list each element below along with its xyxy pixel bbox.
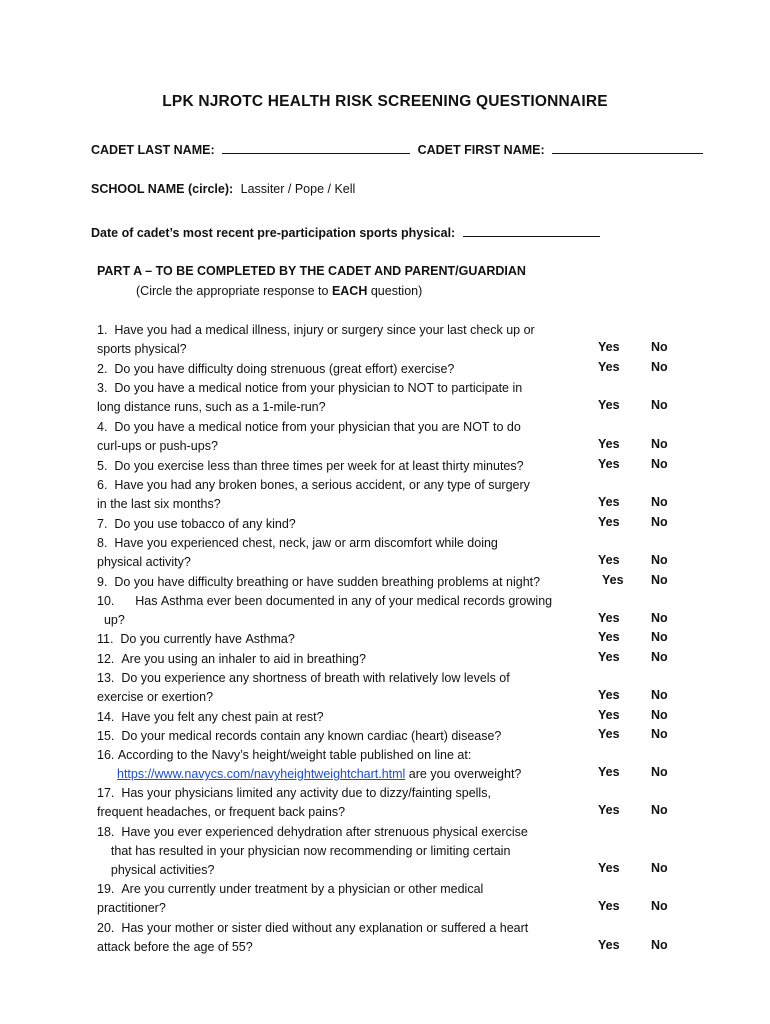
physical-date-row <box>91 224 600 240</box>
answer-yes[interactable]: Yes <box>598 727 620 741</box>
answer-no[interactable]: No <box>651 457 668 471</box>
question-item <box>97 360 454 379</box>
answer-no[interactable]: No <box>651 727 668 741</box>
question-text: 16. According to the Navy’s height/weight table published on line at: <box>97 748 472 762</box>
instruction-text: (Circle the appropriate response to <box>136 284 332 298</box>
answer-yes[interactable]: Yes <box>598 553 620 568</box>
question-text: 1. Have you had a medical illness, injury or surgery since your last check up or <box>97 323 535 337</box>
answer-no[interactable]: No <box>651 803 668 818</box>
question-item <box>97 823 528 881</box>
question-text: 2. Do you have difficulty doing strenuous (great effort) exercise? <box>97 362 455 376</box>
question-text: 10. Has Asthma ever been documented in any of your medical records growing <box>97 594 553 608</box>
question-item <box>97 515 296 534</box>
answer-no[interactable]: No <box>651 437 668 452</box>
question-item <box>97 592 552 630</box>
answer-no[interactable]: No <box>651 515 668 529</box>
question-item <box>97 476 530 514</box>
answer-yes[interactable]: Yes <box>598 630 620 644</box>
school-options[interactable]: Lassiter / Pope / Kell <box>240 182 356 196</box>
question-text: 19. Are you currently under treatment by a physician or other medical <box>97 882 484 896</box>
question-text: 8. Have you experienced chest, neck, jaw or arm discomfort while doing <box>97 536 498 550</box>
answer-no[interactable]: No <box>651 938 668 953</box>
physical-date-label: Date of cadet’s most recent pre-participation sports physical: <box>91 226 456 240</box>
answer-yes[interactable]: Yes <box>598 899 620 914</box>
question-text: attack before the age of 55? <box>97 940 253 955</box>
question-text: 15. Do your medical records contain any known cardiac (heart) disease? <box>97 729 502 743</box>
question-text: physical activity? <box>97 555 191 570</box>
question-text: up? <box>97 613 125 628</box>
question-text: 4. Do you have a medical notice from your physician that you are NOT to do <box>97 420 521 434</box>
question-text: 9. Do you have difficulty breathing or have sudden breathing problems at night? <box>97 575 541 589</box>
answer-yes[interactable]: Yes <box>598 765 620 780</box>
question-item <box>97 457 524 476</box>
link-suffix: are you overweight? <box>405 767 522 782</box>
answer-yes[interactable]: Yes <box>598 495 620 510</box>
answer-yes[interactable]: Yes <box>602 573 624 587</box>
question-item <box>97 630 295 649</box>
question-text: 18. Have you ever experienced dehydration after strenuous physical exercise <box>97 825 528 839</box>
question-text: 17. Has your physicians limited any activity due to dizzy/fainting spells, <box>97 786 491 800</box>
question-text: 11. Do you currently have Asthma? <box>97 632 295 646</box>
question-text <box>97 765 521 784</box>
question-text: 6. Have you had any broken bones, a serious accident, or any type of surgery <box>97 478 530 492</box>
answer-no[interactable]: No <box>651 765 668 780</box>
question-item <box>97 321 535 359</box>
navy-chart-link[interactable]: https://www.navycs.com/navyheightweightchart.html <box>117 767 406 782</box>
answer-yes[interactable]: Yes <box>598 803 620 818</box>
answer-no[interactable]: No <box>651 708 668 722</box>
answer-yes[interactable]: Yes <box>598 437 620 452</box>
question-item <box>97 650 366 669</box>
question-text: physical activities? <box>97 863 215 878</box>
answer-no[interactable]: No <box>651 861 668 876</box>
instruction-emphasis: EACH <box>331 284 368 298</box>
question-item <box>97 534 498 572</box>
question-item <box>97 880 483 918</box>
answer-no[interactable]: No <box>651 688 668 703</box>
question-text: 7. Do you use tobacco of any kind? <box>97 517 296 531</box>
answer-no[interactable]: No <box>651 360 668 374</box>
answer-no[interactable]: No <box>651 495 668 510</box>
question-text: 13. Do you experience any shortness of breath with relatively low levels of <box>97 671 510 685</box>
question-item <box>97 727 501 746</box>
answer-no[interactable]: No <box>651 899 668 914</box>
last-name-field[interactable] <box>222 141 410 154</box>
answer-yes[interactable]: Yes <box>598 611 620 626</box>
question-text: practitioner? <box>97 901 166 916</box>
answer-no[interactable]: No <box>651 340 668 355</box>
question-item <box>97 418 521 456</box>
answer-no[interactable]: No <box>651 650 668 664</box>
question-text: 5. Do you exercise less than three times per week for at least thirty minutes? <box>97 459 524 473</box>
school-label: SCHOOL NAME (circle): <box>91 182 234 196</box>
question-item <box>97 746 521 784</box>
question-item <box>97 379 522 417</box>
answer-no[interactable]: No <box>651 573 668 587</box>
question-text: that has resulted in your physician now recommending or limiting certain <box>97 844 511 859</box>
last-name-label: CADET LAST NAME: <box>91 143 215 157</box>
question-item <box>97 784 491 822</box>
instruction-text-end: question) <box>367 284 423 298</box>
question-text: in the last six months? <box>97 497 221 512</box>
answer-yes[interactable]: Yes <box>598 688 620 703</box>
question-item <box>97 573 540 592</box>
question-item <box>97 919 528 957</box>
answer-yes[interactable]: Yes <box>598 457 620 471</box>
school-row <box>91 182 355 196</box>
question-text: 3. Do you have a medical notice from your physician to NOT to participate in <box>97 381 523 395</box>
question-item <box>97 708 324 727</box>
question-text: 12. Are you using an inhaler to aid in breathing? <box>97 652 366 666</box>
answer-no[interactable]: No <box>651 553 668 568</box>
physical-date-field[interactable] <box>463 224 600 237</box>
answer-yes[interactable]: Yes <box>598 861 620 876</box>
answer-yes[interactable]: Yes <box>598 398 620 413</box>
question-text: exercise or exertion? <box>97 690 214 705</box>
question-text: 20. Has your mother or sister died without any explanation or suffered a heart <box>97 921 529 935</box>
answer-no[interactable]: No <box>651 611 668 626</box>
answer-yes[interactable]: Yes <box>598 515 620 529</box>
question-text: long distance runs, such as a 1-mile-run? <box>97 400 326 415</box>
first-name-label: CADET FIRST NAME: <box>417 143 545 157</box>
question-item <box>97 669 510 707</box>
cadet-name-row <box>91 141 703 157</box>
answer-no[interactable]: No <box>651 630 668 644</box>
answer-no[interactable]: No <box>651 398 668 413</box>
answer-yes[interactable]: Yes <box>598 650 620 664</box>
question-text: sports physical? <box>97 342 187 357</box>
question-text: curl-ups or push-ups? <box>97 439 218 454</box>
answer-yes[interactable]: Yes <box>598 708 620 722</box>
first-name-field[interactable] <box>552 141 703 154</box>
page-title: LPK NJROTC HEALTH RISK SCREENING QUESTIONNAIRE <box>162 93 608 110</box>
answer-yes[interactable]: Yes <box>598 938 620 953</box>
answer-yes[interactable]: Yes <box>598 360 620 374</box>
question-text: frequent headaches, or frequent back pains? <box>97 805 346 820</box>
answer-yes[interactable]: Yes <box>598 340 620 355</box>
part-a-heading: PART A – TO BE COMPLETED BY THE CADET AND PARENT/GUARDIAN <box>97 264 526 278</box>
part-a-instruction <box>136 284 422 298</box>
question-text: 14. Have you felt any chest pain at rest? <box>97 710 324 724</box>
